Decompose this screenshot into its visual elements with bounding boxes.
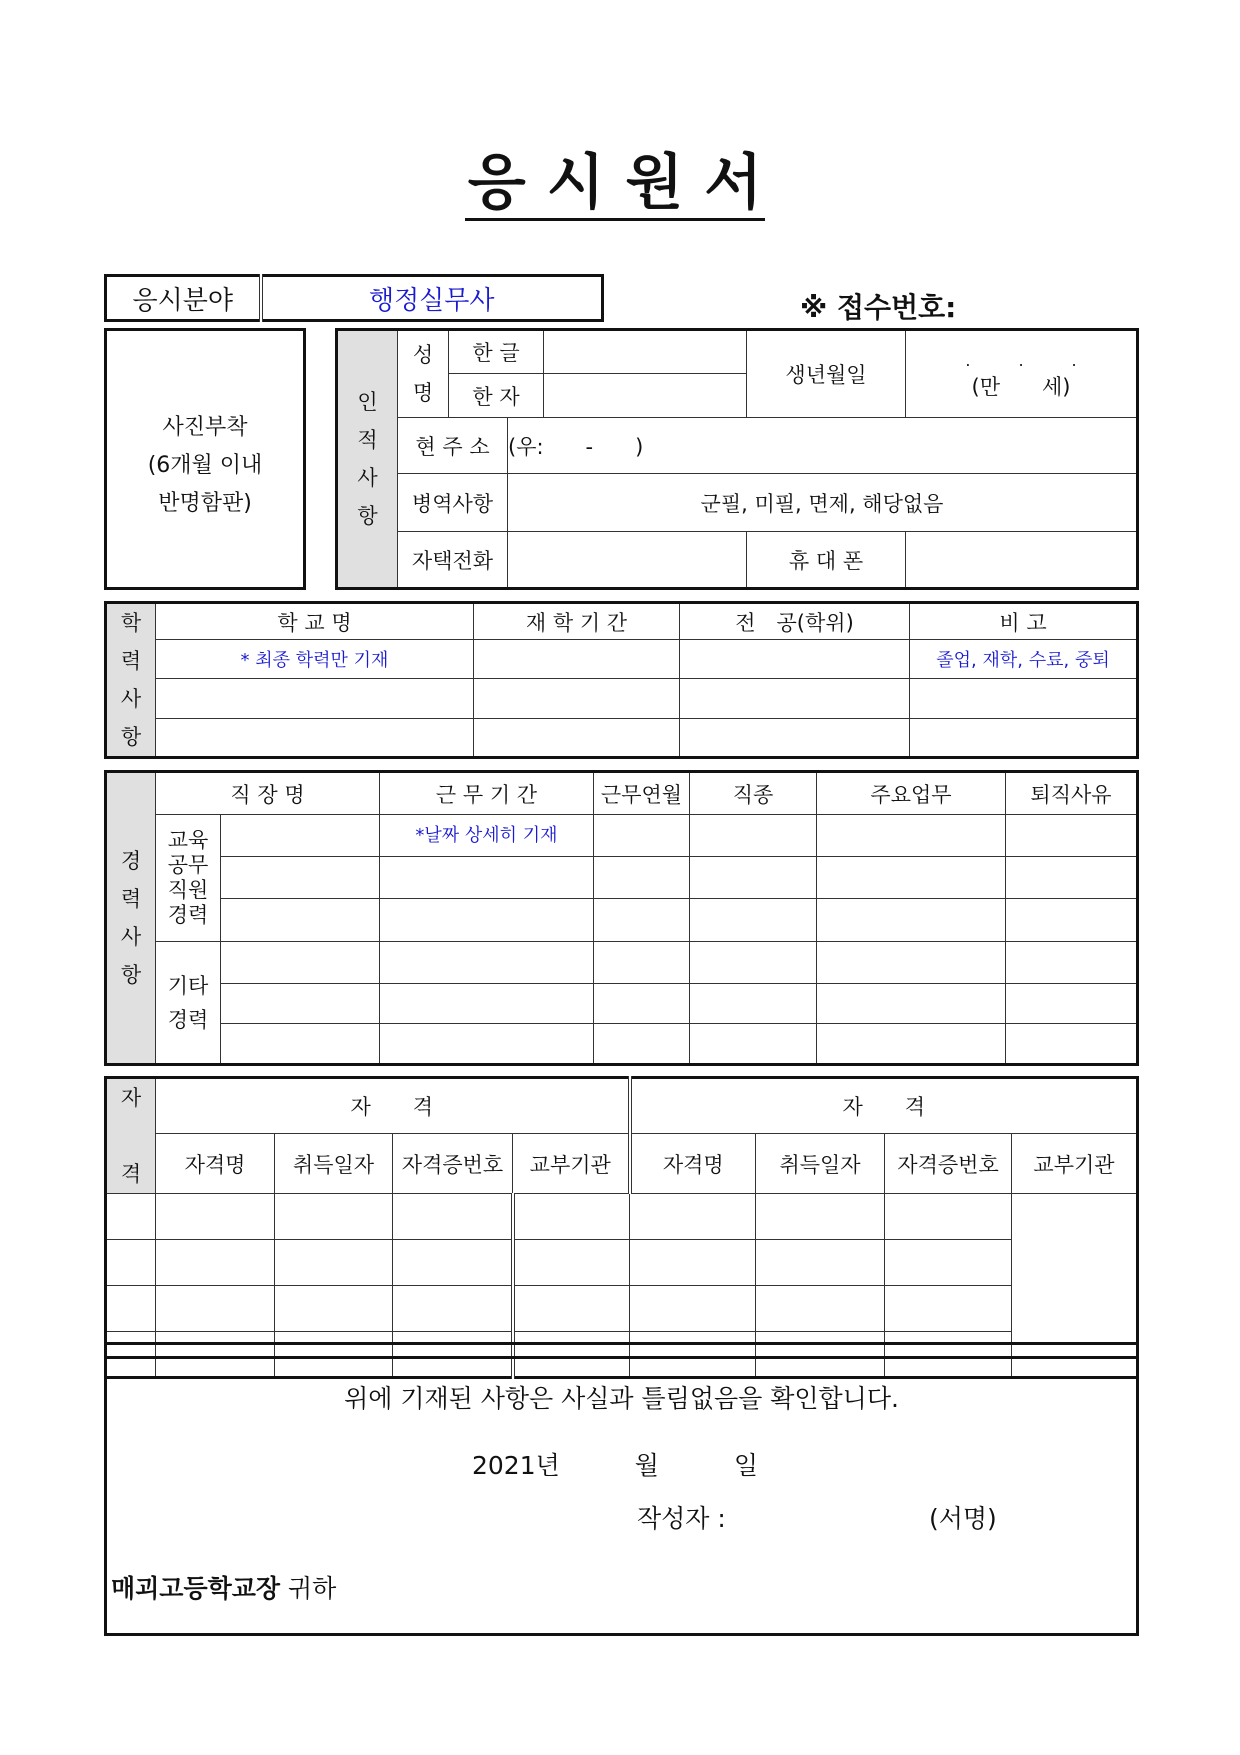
header-job-type: 직종: [690, 772, 817, 815]
qualification-cell[interactable]: [756, 1194, 885, 1240]
cell[interactable]: [474, 679, 680, 719]
cell[interactable]: [690, 815, 817, 857]
writer-label: 작성자 :: [637, 1504, 726, 1533]
qualification-cell[interactable]: [756, 1240, 885, 1286]
cell[interactable]: [817, 815, 1006, 857]
header-school: 학 교 명: [156, 603, 474, 640]
mobile-input[interactable]: [906, 532, 1138, 589]
cell[interactable]: [221, 1024, 380, 1065]
cell[interactable]: [156, 679, 474, 719]
qualification-group-right: 자 격: [630, 1078, 1138, 1134]
qualification-cell[interactable]: [630, 1240, 756, 1286]
qualification-cell[interactable]: [106, 1286, 156, 1332]
cell[interactable]: [680, 719, 910, 758]
address-input[interactable]: (우: - ): [508, 418, 1138, 474]
cell[interactable]: [1006, 857, 1138, 899]
education-table: [104, 601, 1139, 759]
career-section-label: 경 력 사 항: [106, 772, 156, 1065]
photo-text-2: (6개월 이내: [147, 453, 263, 478]
divider-line: [104, 1342, 1139, 1345]
birth-label: 생년월일: [747, 330, 906, 418]
header-leave-reason: 퇴직사유: [1006, 772, 1138, 815]
cell[interactable]: [1006, 942, 1138, 984]
cell[interactable]: [680, 679, 910, 719]
cell[interactable]: [594, 942, 690, 984]
qualification-cell[interactable]: [156, 1240, 275, 1286]
qualification-cell[interactable]: [156, 1286, 275, 1332]
career-table: [104, 770, 1139, 1066]
qualification-header: 자격증번호: [393, 1134, 513, 1194]
cell[interactable]: [221, 942, 380, 984]
qualification-cell[interactable]: [393, 1286, 513, 1332]
qualification-cell[interactable]: [513, 1194, 630, 1240]
recipient-name: 매괴고등학교장: [111, 1574, 281, 1603]
cell[interactable]: [380, 942, 594, 984]
qualification-group-left: 자 격: [156, 1078, 630, 1134]
photo-text-1: 사진부착: [162, 415, 248, 440]
header-major: 전 공(학위): [680, 603, 910, 640]
cell[interactable]: [474, 640, 680, 679]
header-note: 비 고: [910, 603, 1138, 640]
honorific: 귀하: [288, 1574, 337, 1603]
cell[interactable]: [817, 1024, 1006, 1065]
qualification-cell[interactable]: [513, 1286, 630, 1332]
birth-input[interactable]: . . . (만 세): [906, 330, 1138, 418]
cell[interactable]: [221, 857, 380, 899]
other-career-label: 기타 경력: [156, 942, 221, 1065]
declaration-statement: 위에 기재된 사항은 사실과 틀림없음을 확인합니다.: [344, 1384, 899, 1413]
personal-info-table: [335, 328, 1139, 590]
photo-text-3: 반명함판): [158, 491, 252, 516]
cell[interactable]: [1006, 984, 1138, 1024]
education-section-label: 학 력 사 항: [106, 603, 156, 758]
field-label: 응시분야: [106, 276, 261, 321]
qualification-header: 자격명: [630, 1134, 756, 1194]
address-label: 현 주 소: [398, 418, 508, 474]
declaration-date[interactable]: 2021년 월 일: [472, 1451, 759, 1480]
cell[interactable]: [594, 984, 690, 1024]
cell[interactable]: [690, 942, 817, 984]
cell[interactable]: [1006, 1024, 1138, 1065]
cell[interactable]: [817, 857, 1006, 899]
qualification-cell[interactable]: [275, 1194, 393, 1240]
header-work-period: 근 무 기 간: [380, 772, 594, 815]
cell[interactable]: [680, 640, 910, 679]
period-hint[interactable]: *날짜 상세히 기재: [380, 815, 594, 857]
cell[interactable]: [690, 1024, 817, 1065]
hangul-label: 한 글: [449, 330, 544, 374]
cell[interactable]: [690, 899, 817, 942]
cell[interactable]: [1006, 815, 1138, 857]
cell[interactable]: [594, 1024, 690, 1065]
cell[interactable]: [380, 899, 594, 942]
qualification-table: [104, 1076, 1139, 1379]
cell[interactable]: [817, 899, 1006, 942]
header-period: 재 학 기 간: [474, 603, 680, 640]
cell[interactable]: [380, 984, 594, 1024]
cell[interactable]: [380, 1024, 594, 1065]
qualification-header: 자격명: [156, 1134, 275, 1194]
qualification-cell[interactable]: [393, 1194, 513, 1240]
receipt-number-label: ※ 접수번호:: [800, 291, 957, 324]
qualification-header: 취득일자: [756, 1134, 885, 1194]
qualification-section-label: 자 격: [106, 1078, 156, 1194]
qualification-header: 자격증번호: [885, 1134, 1012, 1194]
hangul-name-input[interactable]: [544, 330, 747, 374]
photo-box[interactable]: [104, 328, 306, 590]
home-phone-input[interactable]: [508, 532, 747, 589]
recipient: [111, 1569, 336, 1605]
cell[interactable]: [221, 984, 380, 1024]
qualification-cell[interactable]: [106, 1194, 156, 1240]
cell[interactable]: [690, 857, 817, 899]
military-options[interactable]: 군필, 미필, 면제, 해당없음: [508, 474, 1138, 532]
note-hint[interactable]: 졸업, 재학, 수료, 중퇴: [910, 640, 1138, 679]
home-phone-label: 자택전화: [398, 532, 508, 589]
hanja-name-input[interactable]: [544, 374, 747, 418]
qualification-header: 교부기관: [513, 1134, 630, 1194]
header-workplace: 직 장 명: [156, 772, 380, 815]
qualification-header: 교부기관: [1012, 1134, 1138, 1194]
qualification-cell[interactable]: [275, 1286, 393, 1332]
page-title: 응 시 원 서: [465, 148, 765, 221]
qualification-cell[interactable]: [885, 1194, 1012, 1240]
qualification-cell[interactable]: [106, 1240, 156, 1286]
header-duties: 주요업무: [817, 772, 1006, 815]
cell[interactable]: [1006, 899, 1138, 942]
cell[interactable]: [690, 984, 817, 1024]
qualification-cell[interactable]: [630, 1194, 756, 1240]
qualification-cell[interactable]: [275, 1240, 393, 1286]
cell[interactable]: [594, 857, 690, 899]
cell[interactable]: [221, 815, 380, 857]
declaration-box: [104, 1356, 1139, 1636]
qualification-cell[interactable]: [630, 1286, 756, 1332]
military-label: 병역사항: [398, 474, 508, 532]
school-hint[interactable]: * 최종 학력만 기재: [156, 640, 474, 679]
qualification-cell[interactable]: [885, 1240, 1012, 1286]
cell[interactable]: [380, 857, 594, 899]
field-box: [104, 274, 604, 322]
cell[interactable]: [910, 679, 1138, 719]
cell[interactable]: [594, 899, 690, 942]
cell[interactable]: [221, 899, 380, 942]
signature-field[interactable]: (서명): [929, 1504, 997, 1533]
hanja-label: 한 자: [449, 374, 544, 418]
education-staff-career-label: 교육 공무 직원 경력: [156, 815, 221, 942]
qualification-cell[interactable]: [756, 1286, 885, 1332]
cell[interactable]: [910, 719, 1138, 758]
qualification-cell[interactable]: [156, 1194, 275, 1240]
qualification-header: 취득일자: [275, 1134, 393, 1194]
cell[interactable]: [474, 719, 680, 758]
cell[interactable]: [817, 942, 1006, 984]
field-value[interactable]: 행정실무사: [261, 276, 603, 321]
cell[interactable]: [817, 984, 1006, 1024]
name-label: 성 명: [398, 330, 449, 418]
qualification-cell[interactable]: [885, 1286, 1012, 1332]
cell[interactable]: [156, 719, 474, 758]
qualification-cell[interactable]: [513, 1240, 630, 1286]
cell[interactable]: [594, 815, 690, 857]
qualification-cell[interactable]: [393, 1240, 513, 1286]
mobile-label: 휴 대 폰: [747, 532, 906, 589]
header-months: 근무연월: [594, 772, 690, 815]
personal-section-label: 인 적 사 항: [337, 330, 398, 589]
